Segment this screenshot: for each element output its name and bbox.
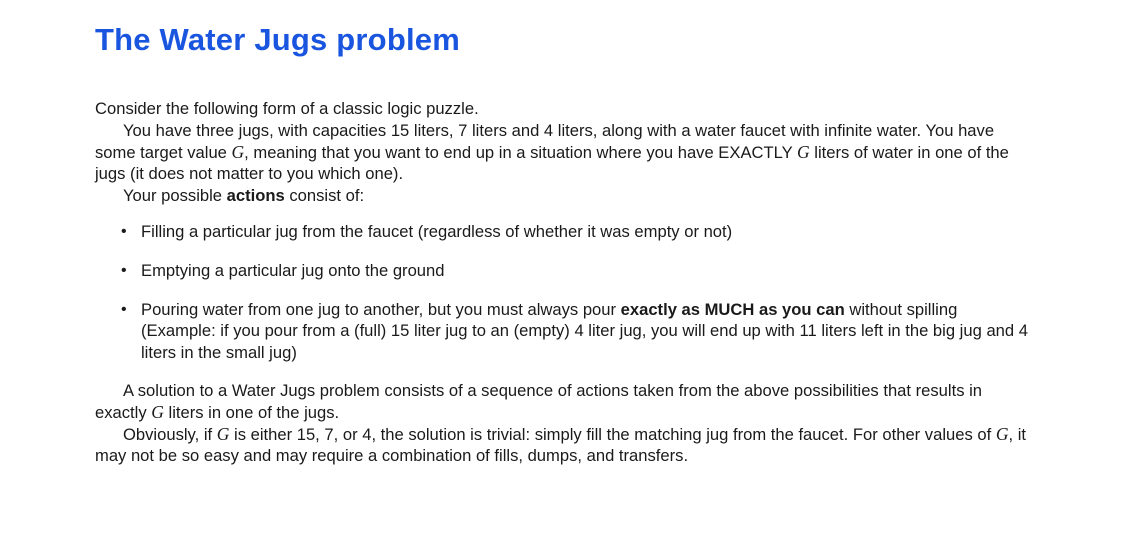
list-item-text: Filling a particular jug from the faucet (regardless of whether it was empty or not) (141, 221, 733, 241)
document-body (95, 98, 1035, 467)
list-item (121, 221, 1035, 243)
document-page (95, 20, 1035, 467)
trivial-text-end: , it may not be so easy and may require a combination of fills, dumps, and transfers. (95, 424, 1027, 466)
actions-text-before: Your possible (123, 186, 227, 206)
actions-paragraph (95, 185, 1035, 207)
trivial-text-before: Obviously, if (123, 424, 217, 444)
list-item-bold: exactly as MUCH as you can (620, 299, 845, 319)
variable-g: G (797, 141, 810, 162)
variable-g: G (216, 423, 230, 444)
variable-g: G (231, 141, 245, 162)
list-item-text-before: Pouring water from one jug to another, but you must always pour (141, 299, 621, 319)
list-item (121, 299, 1035, 364)
setup-text-2: You have some target value (95, 120, 995, 162)
actions-bold: actions (226, 186, 285, 206)
solution-text-after: liters in one of the jugs. (163, 402, 340, 422)
list-item-text: Emptying a particular jug onto the ground (141, 260, 445, 280)
actions-text-after: consist of: (284, 186, 365, 206)
variable-g: G (151, 401, 164, 422)
bullet-icon: • (121, 261, 127, 279)
setup-paragraph (95, 120, 1035, 185)
trivial-paragraph (95, 424, 1035, 468)
bullet-icon: • (121, 300, 127, 318)
bullet-icon: • (121, 222, 127, 240)
intro-paragraph: Consider the following form of a classic logic puzzle. (95, 99, 479, 118)
setup-text-4: liters of water in one of the jugs (it does not matter to you which one). (95, 142, 1009, 184)
list-item-text-after: without spilling (Example: if you pour from a (full) 15 liter jug to an (empty) 4 liter jug, you will end up with 11 liters left in the big jug and 4 liters in the small jug) (141, 299, 1028, 363)
solution-text-before: A solution to a Water Jugs problem consists of a sequence of actions taken from the above possibilities that results in exactly (95, 380, 983, 422)
variable-g: G (995, 423, 1009, 444)
page-title: The Water Jugs problem (95, 22, 460, 57)
setup-text-3: , meaning that you want to end up in a situation where you have EXACTLY (244, 142, 798, 162)
actions-list (95, 221, 1035, 364)
solution-paragraph (95, 380, 1035, 424)
trivial-text-middle: is either 15, 7, or 4, the solution is trivial: simply fill the matching jug from the faucet. For other values of (229, 424, 996, 444)
setup-text-1: You have three jugs, with capacities 15 liters, 7 liters and 4 liters, along with a water faucet with infinite water. (123, 120, 922, 140)
list-item (121, 260, 1035, 282)
